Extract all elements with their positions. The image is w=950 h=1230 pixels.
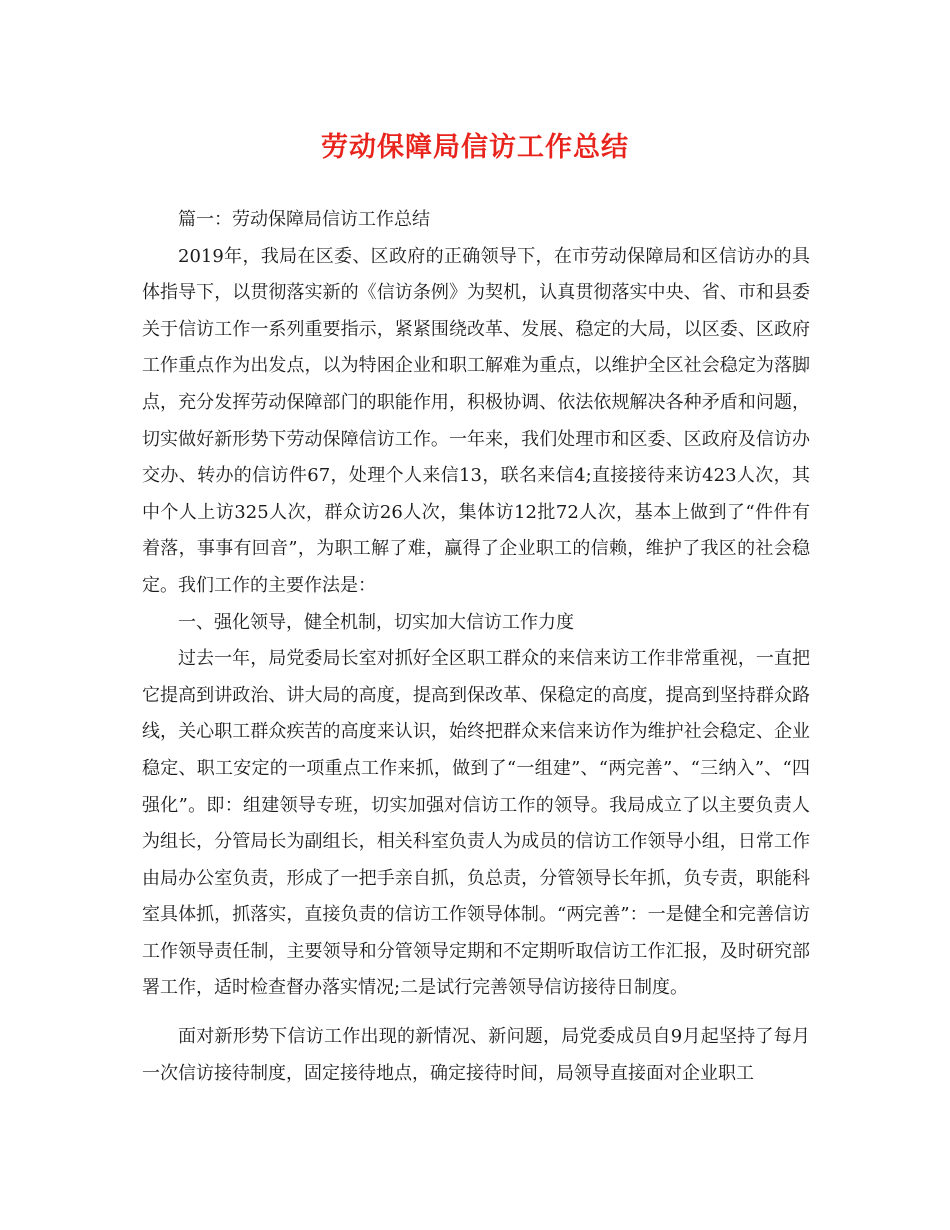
body-paragraph: 2019年，我局在区委、区政府的正确领导下，在市劳动保障局和区信访办的具体指导下，以贯彻落实新的《信访条例》为契机，认真贯彻落实中央、省、市和县委关于信访工作一系列重要指示，紧紧围绕改革、发展、稳定的大局，以区委、区政府工作重点作为出发点，以为特困企业和职工解难为重点，以维护全区社会稳定为落脚点，充分发挥劳动保障部门的职能作用，积极协调、依法依规解决各种矛盾和问题，切实做好新形势下劳动保障信访工作。一年来，我们处理市和区委、区政府及信访办交办、转办的信访件67，处理个人来信13，联名来信4;直接接待来访423人次，其中个人上访325人次，群众访26人次，集体访12批72人次，基本上做到了“件件有着落，事事有回音”，为职工解了难，赢得了企业职工的信赖，维护了我区的社会稳定。我们工作的主要作法是： <box>142 245 810 596</box>
document-title: 劳动保障局信访工作总结 <box>321 132 629 163</box>
section-heading-part-one: 篇一：劳动保障局信访工作总结 <box>178 209 430 230</box>
body-paragraph: 面对新形势下信访工作出现的新情况、新问题，局党委成员自9月起坚持了每月一次信访接待制度，固定接待地点，确定接待时间，局领导直接面对企业职工 <box>142 1026 810 1084</box>
body-paragraph: 过去一年，局党委局长室对抓好全区职工群众的来信来访工作非常重视，一直把它提高到讲政治、讲大局的高度，提高到保改革、保稳定的高度，提高到坚持群众路线，关心职工群众疾苦的高度来认识，始终把群众来信来访作为维护社会稳定、企业稳定、职工安定的一项重点工作来抓，做到了“一组建”、“两完善”、“三纳入”、“四强化”。即：组建领导专班，切实加强对信访工作的领导。我局成立了以主要负责人为组长，分管局长为副组长，相关科室负责人为成员的信访工作领导小组，日常工作由局办公室负责，形成了一把手亲自抓，负总责，分管领导长年抓，负专责，职能科室具体抓，抓落实，直接负责的信访工作领导体制。“两完善”：一是健全和完善信访工作领导责任制，主要领导和分管领导定期和不定期听取信访工作汇报，及时研究部署工作，适时检查督办落实情况;二是试行完善领导信访接待日制度。 <box>142 648 810 999</box>
document-body <box>142 202 810 1092</box>
section-heading: 一、强化领导，健全机制，切实加大信访工作力度 <box>178 611 574 633</box>
